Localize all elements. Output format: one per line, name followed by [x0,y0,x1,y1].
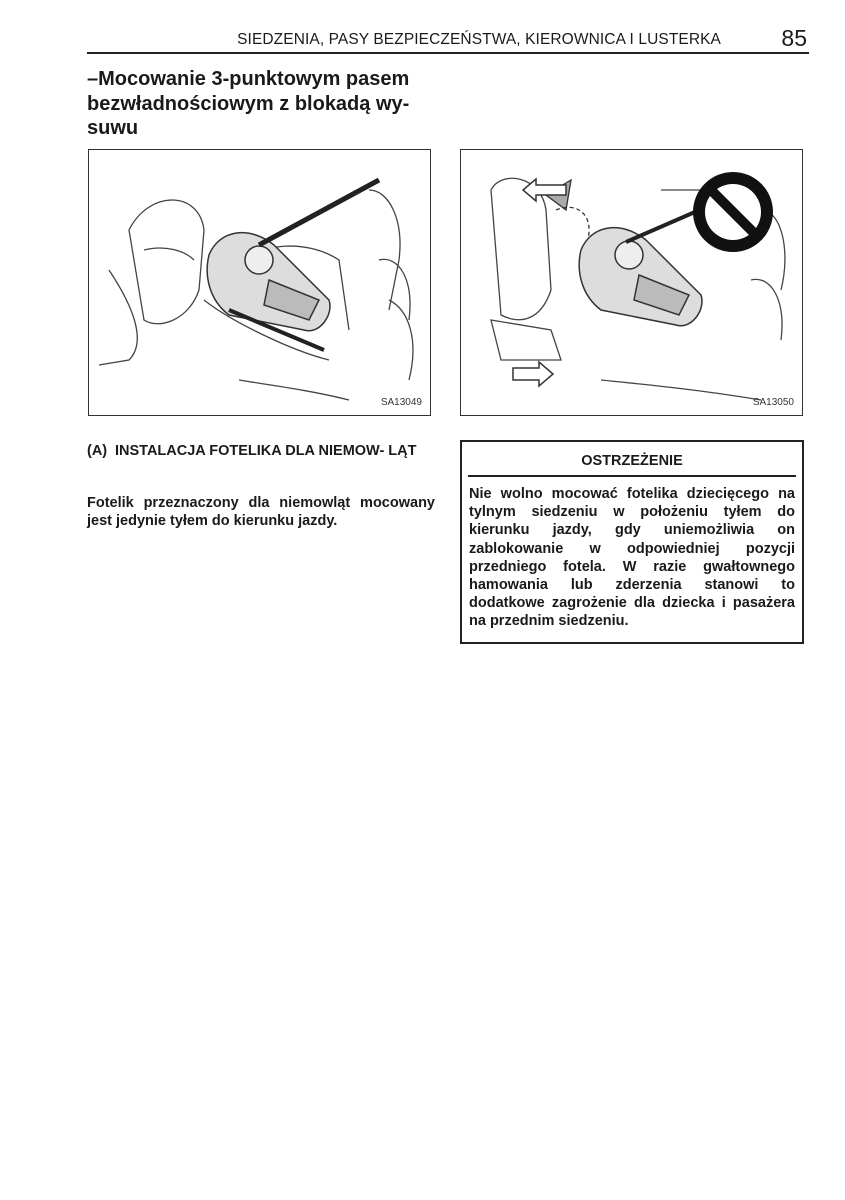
prohibition-icon [693,172,773,252]
figure-prohibited-position [460,149,803,416]
subheading-label: (A) [87,443,108,459]
subheading [87,442,437,460]
page-header [87,26,809,54]
section-title: –Mocowanie 3-punktowym pasem bezwładnościowym z blokadą wy- suwu [87,68,410,139]
header-title: SIEDZENIA, PASY BEZPIECZEŃSTWA, KIEROWNICA I LUSTERKA [237,31,721,48]
subheading-text: INSTALACJA FOTELIKA DLA NIEMOW- LĄT [115,443,417,459]
warning-text: Nie wolno mocować fotelika dziecięcego na tylnym siedzeniu w położeniu tyłem do kierunku jazdy, gdy uniemożliwia on zablokowanie w odpowiedniej pozycji przedniego fotela. W razie gwałtownego hamowania lub zderzenia stanowi to dodatkowe zagrożenie dla dziecka i pasażera na przednim siedzeniu. [469,486,795,630]
warning-box [460,440,804,644]
body-paragraph: Fotelik przeznaczony dla niemowląt mocowany jest jedynie tyłem do kierunku jazdy. [87,495,435,529]
warning-title: OSTRZEŻENIE [468,442,796,477]
figure-rear-facing-seat [88,149,431,416]
page-number: 85 [781,25,807,51]
illustration-front-seat-blocked [461,150,802,415]
illustration-child-seat-belted [89,150,430,415]
figure-code: SA13050 [752,397,794,408]
figure-code: SA13049 [380,397,422,408]
